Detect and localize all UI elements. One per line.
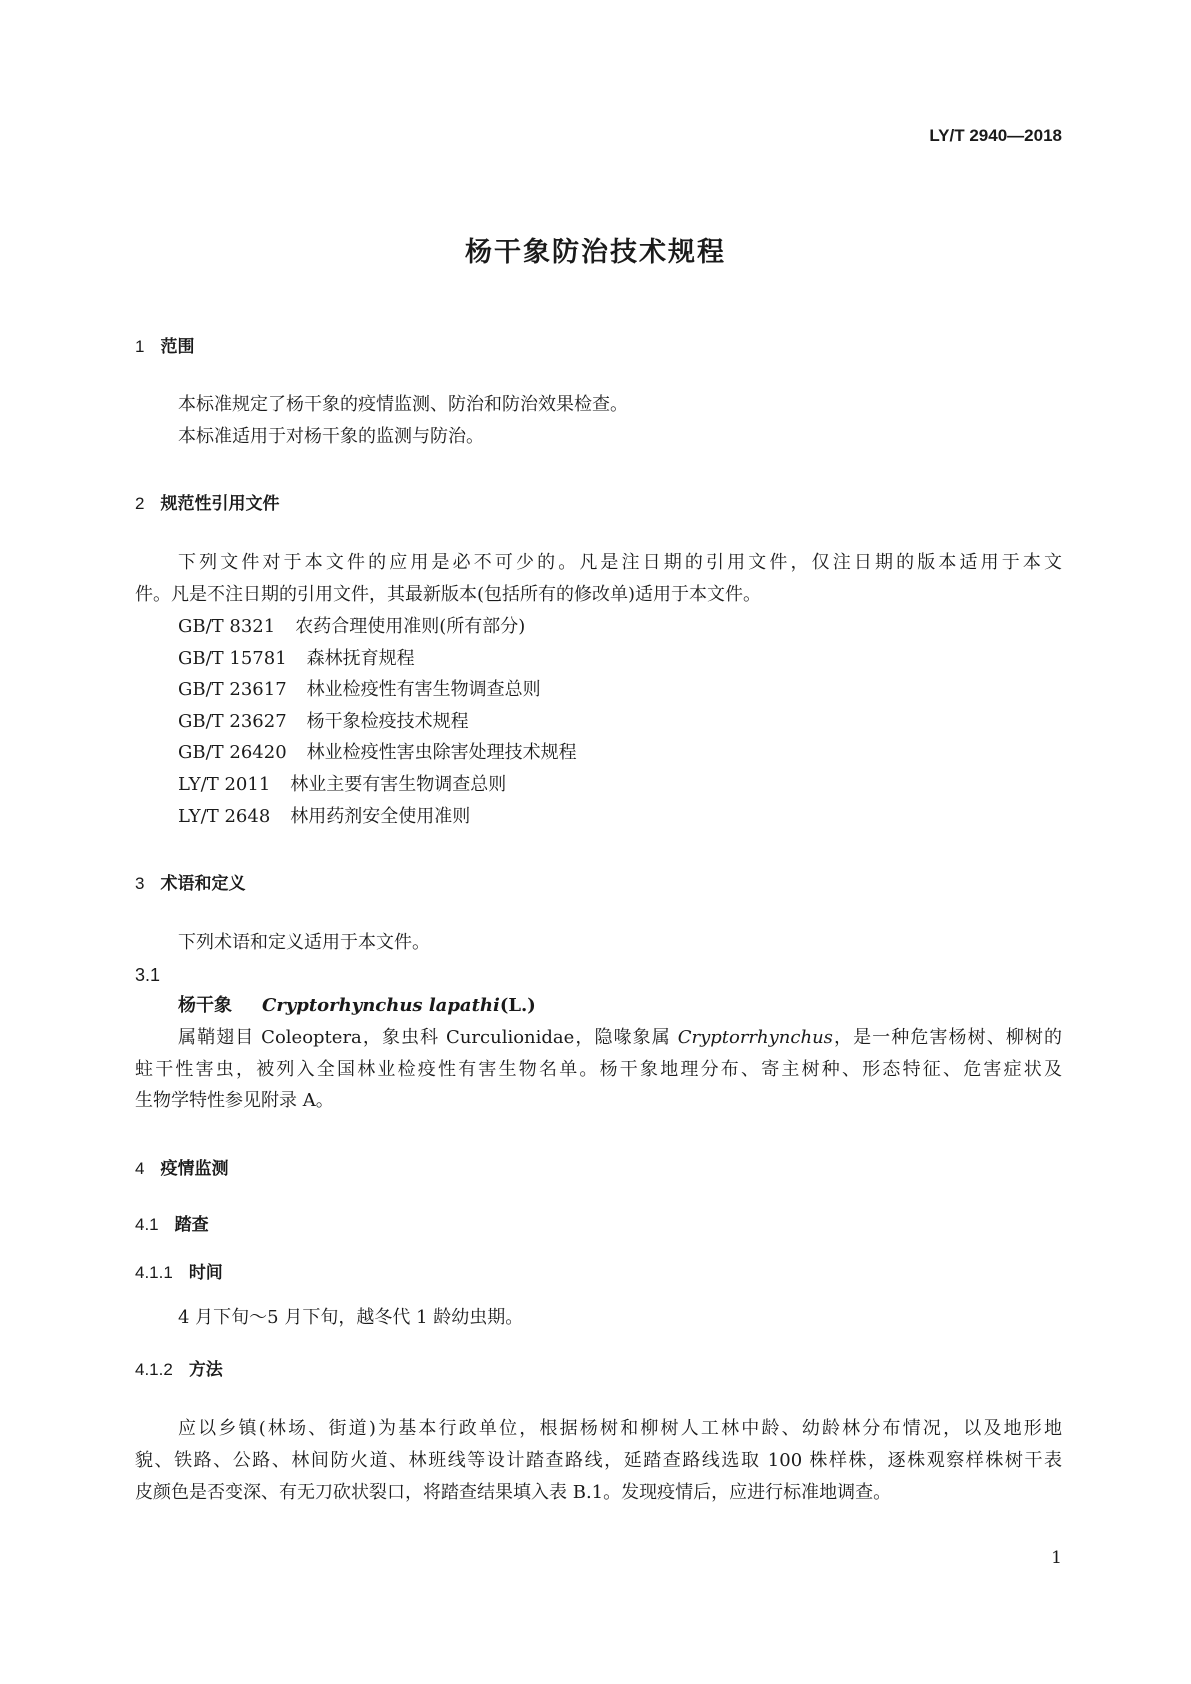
reference-name: 林业主要有害生物调查总则	[290, 774, 507, 795]
definition-line: 生物学特性参见附录 A。	[135, 1090, 334, 1111]
paragraph-line: 貌、铁路、公路、林间防火道、林班线等设计踏查路线，延踏查路线选取 100 株样株，逐株观察样株树干表	[135, 1450, 1062, 1471]
section-number: 3	[135, 874, 145, 893]
section-1-heading	[135, 332, 194, 357]
paragraph: 本标准适用于对杨干象的监测与防治。	[178, 426, 484, 447]
reference-item	[178, 806, 470, 828]
reference-code: GB/T 26420	[178, 742, 287, 763]
term-author: (L.)	[499, 995, 536, 1016]
section-2-heading	[135, 489, 279, 514]
paragraph: 4 月下旬～5 月下旬，越冬代 1 龄幼虫期。	[178, 1307, 524, 1328]
section-number: 1	[135, 337, 145, 356]
reference-item	[178, 648, 415, 670]
standard-number: LY/T 2940—2018	[929, 126, 1062, 145]
reference-code: GB/T 23617	[178, 679, 287, 700]
section-4-1-heading	[135, 1210, 209, 1235]
reference-name: 杨干象检疫技术规程	[306, 711, 469, 732]
section-title: 范围	[160, 337, 195, 357]
reference-code: LY/T 2011	[178, 774, 271, 795]
reference-code: GB/T 8321	[178, 616, 276, 637]
reference-name: 森林抚育规程	[306, 648, 415, 669]
reference-name: 林业检疫性有害生物调查总则	[306, 679, 541, 700]
section-title: 疫情监测	[160, 1159, 229, 1179]
definition-line	[178, 1027, 1062, 1049]
section-number: 4.1.2	[135, 1360, 173, 1379]
paragraph-line: 下列文件对于本文件的应用是必不可少的。凡是注日期的引用文件，仅注日期的版本适用于本文	[178, 552, 1062, 573]
section-4-heading	[135, 1154, 228, 1179]
reference-item	[178, 616, 525, 638]
section-title: 时间	[188, 1263, 223, 1283]
paragraph-line: 皮颜色是否变深、有无刀砍状裂口，将踏查结果填入表 B.1。发现疫情后，应进行标准地调查。	[135, 1482, 892, 1503]
section-number: 4.1	[135, 1215, 159, 1234]
paragraph-line: 应以乡镇(林场、街道)为基本行政单位，根据杨树和柳树人工林中龄、幼龄林分布情况，以及地形地	[178, 1418, 1062, 1439]
section-4-1-2-heading	[135, 1355, 223, 1380]
section-number: 2	[135, 494, 145, 513]
section-number: 4	[135, 1159, 145, 1178]
section-title: 规范性引用文件	[160, 494, 280, 514]
reference-item	[178, 774, 506, 796]
reference-item	[178, 711, 469, 733]
paragraph-line: 件。凡是不注日期的引用文件，其最新版本(包括所有的修改单)适用于本文件。	[135, 584, 762, 605]
paragraph: 下列术语和定义适用于本文件。	[178, 932, 430, 953]
reference-name: 林用药剂安全使用准则	[290, 806, 471, 827]
reference-code: GB/T 15781	[178, 648, 287, 669]
term	[178, 995, 536, 1017]
term-chinese: 杨干象	[178, 995, 232, 1016]
section-title: 踏查	[174, 1215, 209, 1235]
page-number: 1	[1051, 1548, 1062, 1568]
reference-name: 林业检疫性害虫除害处理技术规程	[306, 742, 577, 763]
subsection-number: 3.1	[135, 965, 161, 985]
section-3-heading	[135, 869, 245, 894]
definition-line: 蛀干性害虫，被列入全国林业检疫性有害生物名单。杨干象地理分布、寄主树种、形态特征、危害症状及	[135, 1059, 1062, 1080]
section-4-1-1-heading	[135, 1258, 223, 1283]
genus-name: Cryptorrhynchus	[677, 1027, 833, 1048]
section-title: 方法	[188, 1360, 223, 1380]
section-title: 术语和定义	[160, 874, 246, 894]
reference-code: LY/T 2648	[178, 806, 271, 827]
paragraph: 本标准规定了杨干象的疫情监测、防治和防治效果检查。	[178, 394, 628, 415]
section-number: 4.1.1	[135, 1263, 173, 1282]
reference-code: GB/T 23627	[178, 711, 287, 732]
definition-text: 属鞘翅目 Coleoptera，象虫科 Curculionidae，隐喙象属	[178, 1027, 678, 1048]
page-title: 杨干象防治技术规程	[465, 237, 726, 268]
reference-item	[178, 742, 577, 764]
reference-name: 农药合理使用准则(所有部分)	[295, 616, 526, 637]
reference-item	[178, 679, 541, 701]
definition-text: ，是一种危害杨树、柳树的	[832, 1027, 1063, 1048]
term-latin: Cryptorhynchus lapathi	[262, 995, 500, 1016]
